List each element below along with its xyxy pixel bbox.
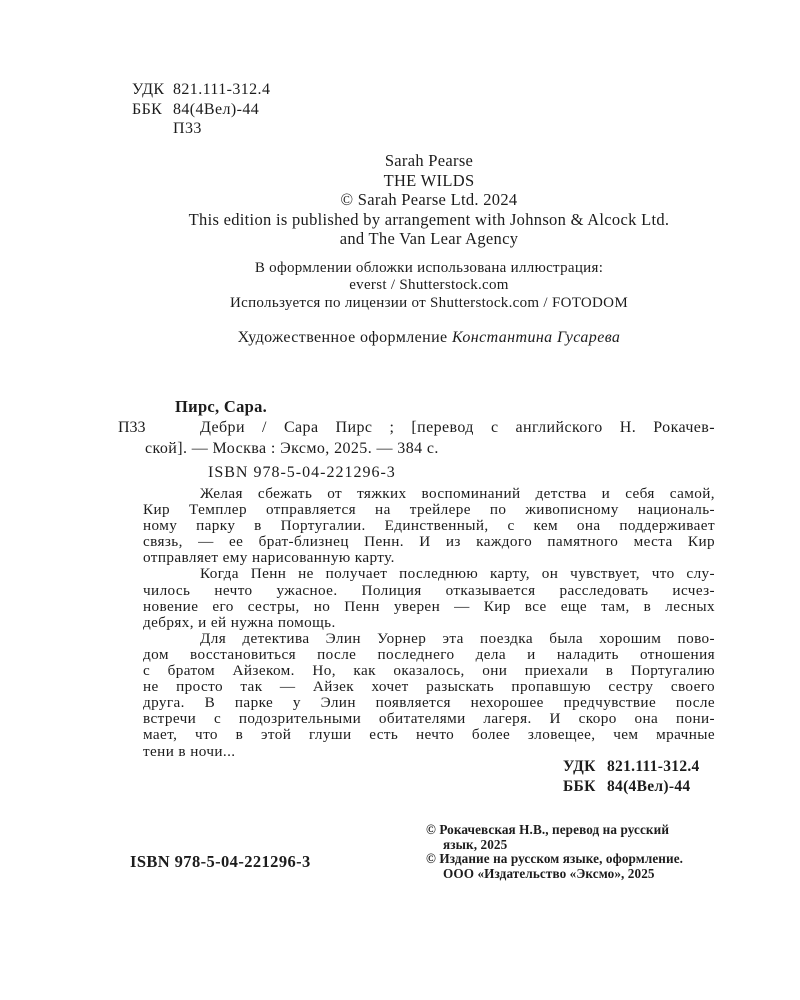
bbk-label: ББК <box>132 100 163 118</box>
bib-isbn: ISBN 978-5-04-221296-3 <box>208 464 396 481</box>
cover-credit-block <box>143 260 715 312</box>
bib-record-line2: ской]. — Москва : Эксмо, 2025. — 384 с. <box>145 440 439 457</box>
arrangement-line: This edition is published by arrangement with Johnson & Alcock Ltd. <box>188 209 670 229</box>
udk-bottom-label: УДК <box>563 758 596 775</box>
annotation-line: Желая сбежать от тяжких воспоминаний детства и себя самой, <box>200 485 715 502</box>
bbk-bottom-value: 84(4Вел)-44 <box>607 778 691 795</box>
cover-credit-line3: Используется по лицензии от Shutterstock.com / FOTODOM <box>230 294 628 311</box>
copyright-edition-line1: © Издание на русском языке, оформление. <box>426 851 684 867</box>
copyright-entry <box>426 852 726 881</box>
author-sign-value: П33 <box>173 120 202 137</box>
author-sign-line <box>132 119 270 139</box>
design-credit-name: Константина Гусарева <box>451 329 621 346</box>
bbk-top-line <box>132 100 270 120</box>
annotation-line: чилось нечто ужасное. Полиция отказывается расследовать исчез- <box>143 581 715 599</box>
bib-record-line1: Дебри / Сара Пирс ; [перевод с английского Н. Рокачев- <box>200 419 715 436</box>
udk-label: УДК <box>132 81 165 98</box>
copyright-translation-line1: © Рокачевская Н.В., перевод на русский <box>426 822 670 837</box>
original-copyright: © Sarah Pearse Ltd. 2024 <box>340 190 518 210</box>
original-author: Sarah Pearse <box>384 151 474 170</box>
bib-author-sign: П33 <box>118 419 146 436</box>
annotation-line: дебрях, и ей нужна помощь. <box>143 613 336 631</box>
footer-copyright-block <box>426 823 726 881</box>
top-codes-block <box>132 80 270 139</box>
bib-author: Пирс, Сара. <box>175 397 268 416</box>
original-title: THE WILDS <box>383 170 475 190</box>
copyright-translation-line2: язык, 2025 <box>443 836 508 852</box>
bbk-value: 84(4Вел)-44 <box>173 100 260 118</box>
cover-credit-line2: everst / Shutterstock.com <box>349 277 509 294</box>
annotation-line: отправляет ему нарисованную карту. <box>143 549 395 567</box>
bbk-bottom-line <box>563 777 700 797</box>
annotation-line: встречи с подозрительными обитателями лагеря. И скоро она пони- <box>143 710 715 728</box>
annotation-line: Для детектива Элин Уорнер эта поездка была хорошим пово- <box>200 629 715 647</box>
footer-isbn: ISBN 978-5-04-221296-3 <box>130 852 311 871</box>
annotation-block <box>143 486 715 760</box>
bbk-bottom-label: ББК <box>563 778 596 795</box>
annotation-line: Когда Пенн не получает последнюю карту, он чувствует, что слу- <box>200 565 715 583</box>
annotation-line: тени в ночи... <box>143 742 236 760</box>
cover-credit-line1: В оформлении обложки использована иллюстрация: <box>254 260 604 276</box>
annotation-line: связь, — ее брат-близнец Пенн. И из каждого памятного места Кир <box>143 533 715 551</box>
annotation-line: мает, что в этой глуши есть нечто более зловещее, чем мрачные <box>143 726 715 744</box>
annotation-line: новение его сестры, но Пенн уверен — Кир все еще там, в лесных <box>143 597 715 615</box>
design-credit-line <box>143 329 715 347</box>
annotation-line: Кир Темплер отправляется на трейлере по живописному националь- <box>143 501 715 519</box>
agency-line: and The Van Lear Agency <box>339 229 519 249</box>
udk-top-line <box>132 80 270 100</box>
copyright-edition-line2: ООО «Издательство «Эксмо», 2025 <box>443 865 655 881</box>
bottom-codes-block <box>563 757 700 797</box>
annotation-line: не просто так — Айзек хочет разыскать пропавшую сестру своего <box>143 678 715 696</box>
annotation-line: с братом Айзеком. Но, как оказалось, они приехали в Португалию <box>143 662 715 680</box>
annotation-line: друга. В парке у Элин появляется нехорошее предчувствие после <box>143 694 715 712</box>
annotation-line: ному парку в Португалии. Единственный, с кем она поддерживает <box>143 517 715 535</box>
original-title-block <box>143 151 715 249</box>
udk-bottom-line <box>563 757 700 777</box>
annotation-line: дом восстановиться после последнего дела и наладить отношения <box>143 645 715 663</box>
copyright-entry <box>426 823 726 852</box>
udk-value: 821.111-312.4 <box>173 81 271 98</box>
design-credit-text: Художественное оформление <box>237 329 448 346</box>
udk-bottom-value: 821.111-312.4 <box>607 758 700 775</box>
